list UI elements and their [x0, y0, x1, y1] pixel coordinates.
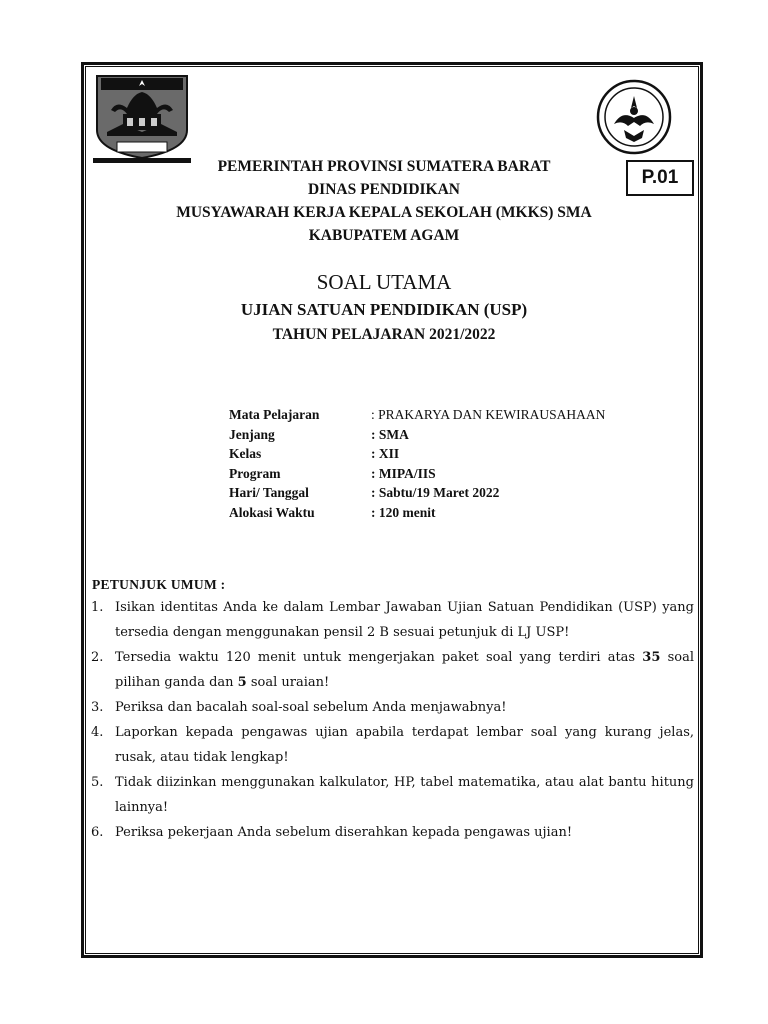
- info-label: Hari/ Tanggal: [229, 485, 309, 500]
- text-segment: soal uraian!: [246, 675, 330, 690]
- info-label: Jenjang: [229, 426, 275, 442]
- tut-wuri-handayani-logo: [594, 78, 674, 156]
- info-value: : XII: [371, 446, 400, 461]
- list-number: 3.: [91, 700, 104, 715]
- info-label: Alokasi Waktu: [229, 504, 315, 520]
- list-text: Isikan identitas Anda ke dalam Lembar Jawaban Ujian Satuan Pendidikan (USP) yang tersedia dengan menggunakan pensil 2 B sesuai petunjuk di LJ USP!: [115, 600, 694, 640]
- list-item: [91, 720, 694, 770]
- list-number: 1.: [91, 600, 104, 615]
- info-row-duration: [229, 503, 605, 523]
- header-department: DINAS PENDIDIKAN: [307, 181, 460, 198]
- list-text: Periksa pekerjaan Anda sebelum diserahkan kepada pengawas ujian!: [115, 825, 573, 840]
- list-number: 5.: [91, 775, 104, 790]
- info-value: : MIPA/IIS: [371, 465, 436, 481]
- list-number: 4.: [91, 725, 104, 740]
- list-text: [115, 645, 694, 695]
- sumatera-barat-logo: [93, 72, 191, 164]
- info-value: : SMA: [371, 426, 409, 442]
- list-number: 6.: [91, 825, 104, 840]
- list-text: Periksa dan bacalah soal-soal sebelum Anda menjawabnya!: [115, 700, 507, 715]
- header-regency: KABUPATEM AGAM: [308, 227, 460, 244]
- exam-info-table: [229, 405, 605, 522]
- list-item: [91, 770, 694, 820]
- text-segment: Tersedia waktu 120 menit untuk mengerjakan paket soal yang terdiri atas: [115, 650, 643, 665]
- info-row-date: [229, 483, 605, 503]
- info-row-program: [229, 464, 605, 484]
- instructions-list: [91, 595, 694, 845]
- list-item: [91, 595, 694, 645]
- info-value: : 120 menit: [371, 504, 436, 520]
- text-segment: soal pilihan ganda dan: [115, 650, 694, 690]
- info-value: : Sabtu/19 Maret 2022: [371, 485, 500, 500]
- list-text: Tidak diizinkan menggunakan kalkulator, HP, tabel matematika, atau alat bantu hitung lainnya!: [115, 775, 694, 815]
- list-text: Laporkan kepada pengawas ujian apabila terdapat lembar soal yang kurang jelas, rusak, atau tidak lengkap!: [115, 725, 694, 765]
- info-label: Kelas: [229, 446, 262, 461]
- question-count-essay: 5: [237, 675, 247, 690]
- info-row-subject: [229, 405, 605, 425]
- general-instructions-heading: PETUNJUK UMUM :: [92, 577, 226, 592]
- header-government: PEMERINTAH PROVINSI SUMATERA BARAT: [217, 158, 551, 175]
- question-count-multiple-choice: 35: [642, 650, 661, 665]
- academic-year: TAHUN PELAJARAN 2021/2022: [272, 326, 496, 343]
- list-item: [91, 820, 694, 845]
- list-item: [91, 645, 694, 695]
- info-label: Mata Pelajaran: [229, 407, 320, 422]
- info-value: : PRAKARYA DAN KEWIRAUSAHAAN: [371, 407, 606, 422]
- list-number: 2.: [91, 650, 104, 665]
- info-label: Program: [229, 465, 281, 481]
- exam-name: UJIAN SATUAN PENDIDIKAN (USP): [240, 300, 528, 319]
- document-title: SOAL UTAMA: [316, 270, 452, 294]
- header-mkks: MUSYAWARAH KERJA KEPALA SEKOLAH (MKKS) SMA: [176, 204, 592, 221]
- list-item: [91, 695, 694, 720]
- info-row-class: [229, 444, 605, 464]
- info-row-level: [229, 425, 605, 445]
- paper-code-box: P.01: [626, 160, 694, 196]
